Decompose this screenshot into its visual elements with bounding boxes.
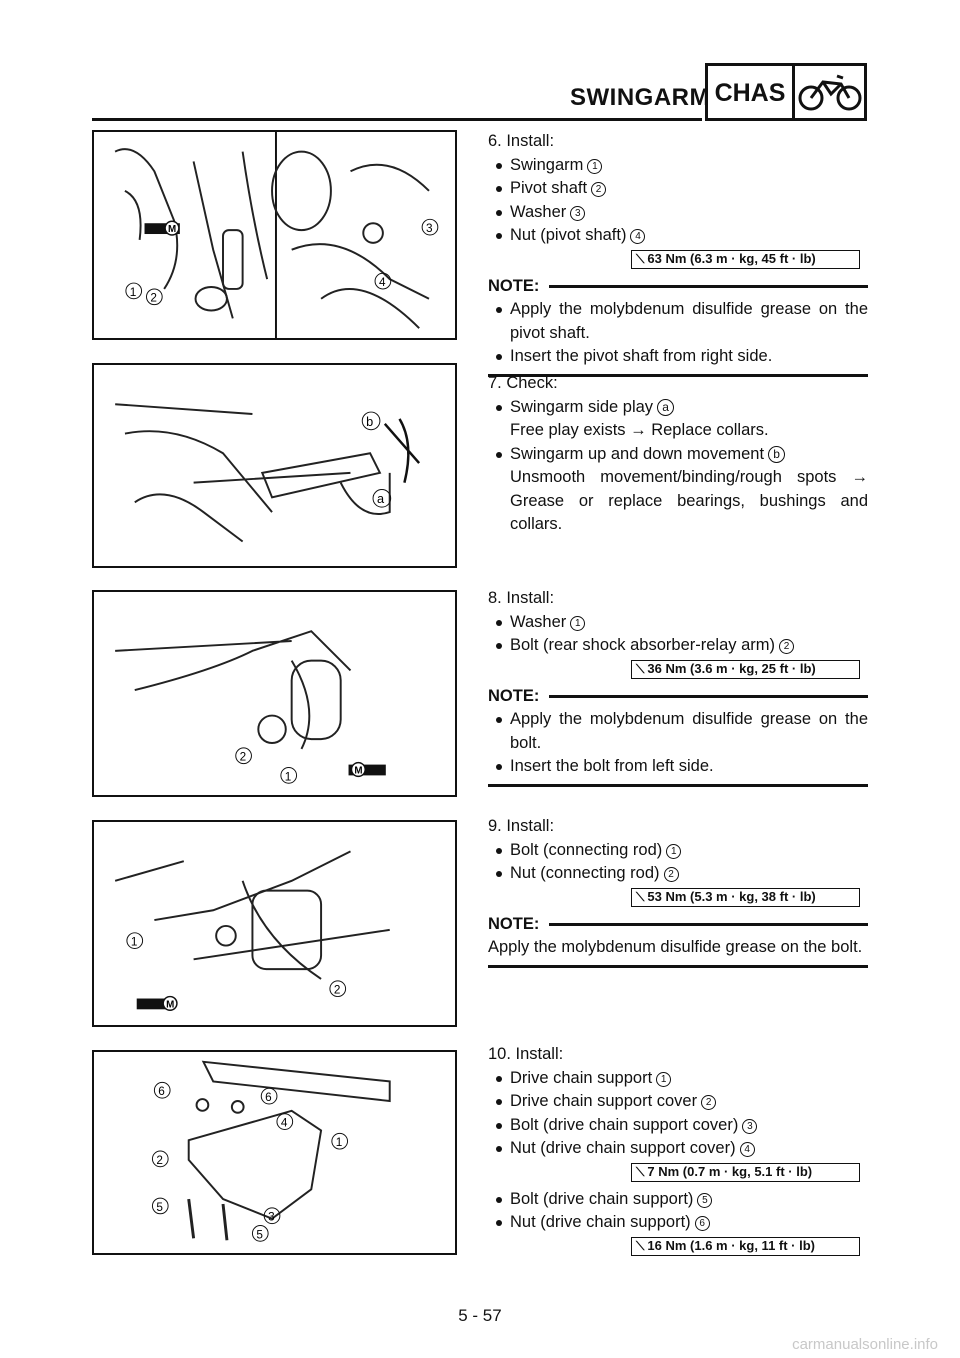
list-item: Drive chain support cover 2 xyxy=(488,1090,868,1114)
torque-spec: ⟍ 63 Nm (6.3 m · kg, 45 ft · lb) xyxy=(631,250,860,269)
fig5-callout-3: 3 xyxy=(268,1210,275,1224)
wrench-icon: ⟍ xyxy=(636,661,645,676)
fig1-callout-1: 1 xyxy=(129,285,137,299)
list-item: Drive chain support 1 xyxy=(488,1067,868,1091)
list-item: Swingarm up and down movement b xyxy=(488,443,868,467)
list-item: Swingarm 1 xyxy=(488,154,868,178)
torque-spec: ⟍ 53 Nm (5.3 m · kg, 38 ft · lb) xyxy=(631,888,860,907)
fig2-callout-a: a xyxy=(376,491,385,507)
figure-connecting-rod xyxy=(92,820,457,1027)
fig5-callout-1: 1 xyxy=(335,1136,343,1150)
step-9-label: 9. Install: xyxy=(488,817,555,835)
note-item: Insert the pivot shaft from right side. xyxy=(488,345,868,369)
fig1-callout-2: 2 xyxy=(150,291,157,305)
step-10-label: 10. Install: xyxy=(488,1045,564,1063)
step-6 xyxy=(488,130,868,377)
fig5-callout-2: 2 xyxy=(156,1153,163,1167)
section-label: CHAS xyxy=(708,66,795,118)
fig3-callout-1: 1 xyxy=(284,770,292,784)
fig1-grease-callout: M xyxy=(168,224,177,236)
wrench-icon: ⟍ xyxy=(636,889,645,904)
fig3-callout-2: 2 xyxy=(239,750,247,764)
watermark: carmanualsonline.info xyxy=(792,1336,938,1353)
wrench-icon: ⟍ xyxy=(636,1238,645,1253)
figure-relay-arm-bolt xyxy=(92,590,457,797)
note-end-rule xyxy=(488,784,868,787)
motorcycle-icon xyxy=(795,66,864,118)
section-badge xyxy=(705,63,867,121)
list-item: Bolt (drive chain support) 5 xyxy=(488,1188,868,1212)
list-item: Bolt (drive chain support cover) 3 xyxy=(488,1114,868,1138)
torque-spec: ⟍ 36 Nm (3.6 m · kg, 25 ft · lb) xyxy=(631,660,860,679)
check-detail: Free play exists → Replace collars. xyxy=(510,421,769,439)
figure-swingarm-install xyxy=(92,130,457,340)
fig1-callout-4: 4 xyxy=(378,276,386,290)
fig5-callout-5b: 5 xyxy=(256,1228,263,1242)
step-6-label: 6. Install: xyxy=(488,132,555,150)
fig2-callout-b: b xyxy=(366,413,374,429)
note-text: Apply the molybdenum disulfide grease on the bolt. xyxy=(488,938,863,956)
note-heading: NOTE: xyxy=(488,275,868,299)
list-item: Washer 3 xyxy=(488,201,868,225)
torque-spec: ⟍ 7 Nm (0.7 m · kg, 5.1 ft · lb) xyxy=(631,1163,860,1182)
page-number: 5 - 57 xyxy=(458,1306,502,1325)
note-heading: NOTE: xyxy=(488,913,868,937)
fig1-callout-3: 3 xyxy=(426,222,433,236)
figure-swingarm-check xyxy=(92,363,457,568)
note-heading: NOTE: xyxy=(488,685,868,709)
list-item: Swingarm side play a xyxy=(488,396,868,420)
fig5-callout-6a: 6 xyxy=(158,1085,165,1099)
list-item: Nut (drive chain support) 6 xyxy=(488,1211,868,1235)
note-end-rule xyxy=(488,965,868,968)
step-7-label: 7. Check: xyxy=(488,374,558,392)
fig4-callout-2: 2 xyxy=(333,983,341,997)
header-rule xyxy=(92,118,702,121)
step-9 xyxy=(488,815,868,968)
page-title: SWINGARM xyxy=(570,84,710,111)
list-item: Nut (drive chain support cover) 4 xyxy=(488,1137,868,1161)
list-item: Bolt (connecting rod) 1 xyxy=(488,839,868,863)
fig5-callout-4: 4 xyxy=(280,1116,288,1130)
wrench-icon: ⟍ xyxy=(636,1164,645,1179)
step-8 xyxy=(488,587,868,787)
fig5-callout-5a: 5 xyxy=(156,1200,163,1214)
list-item: Washer 1 xyxy=(488,611,868,635)
note-item: Apply the molybdenum disulfide grease on the bolt. xyxy=(488,708,868,755)
step-8-label: 8. Install: xyxy=(488,589,555,607)
step-7 xyxy=(488,372,868,537)
list-item: Bolt (rear shock absorber-relay arm) 2 xyxy=(488,634,868,658)
fig4-grease-callout: M xyxy=(166,999,175,1011)
list-item: Nut (pivot shaft) 4 xyxy=(488,224,868,248)
note-item: Insert the bolt from left side. xyxy=(488,755,868,779)
list-item: Pivot shaft 2 xyxy=(488,177,868,201)
wrench-icon: ⟍ xyxy=(636,251,645,266)
fig3-grease-callout: M xyxy=(354,765,363,777)
check-detail: Unsmooth movement/binding/rough spots → Grease or replace bearings, bushings and collars. xyxy=(510,468,868,533)
figure-drive-chain-support xyxy=(92,1050,457,1255)
step-10 xyxy=(488,1043,868,1262)
list-item: Nut (connecting rod) 2 xyxy=(488,862,868,886)
torque-spec: ⟍ 16 Nm (1.6 m · kg, 11 ft · lb) xyxy=(631,1237,860,1256)
fig4-callout-1: 1 xyxy=(130,935,138,949)
note-item: Apply the molybdenum disulfide grease on the pivot shaft. xyxy=(488,298,868,345)
fig5-callout-6b: 6 xyxy=(265,1091,272,1105)
